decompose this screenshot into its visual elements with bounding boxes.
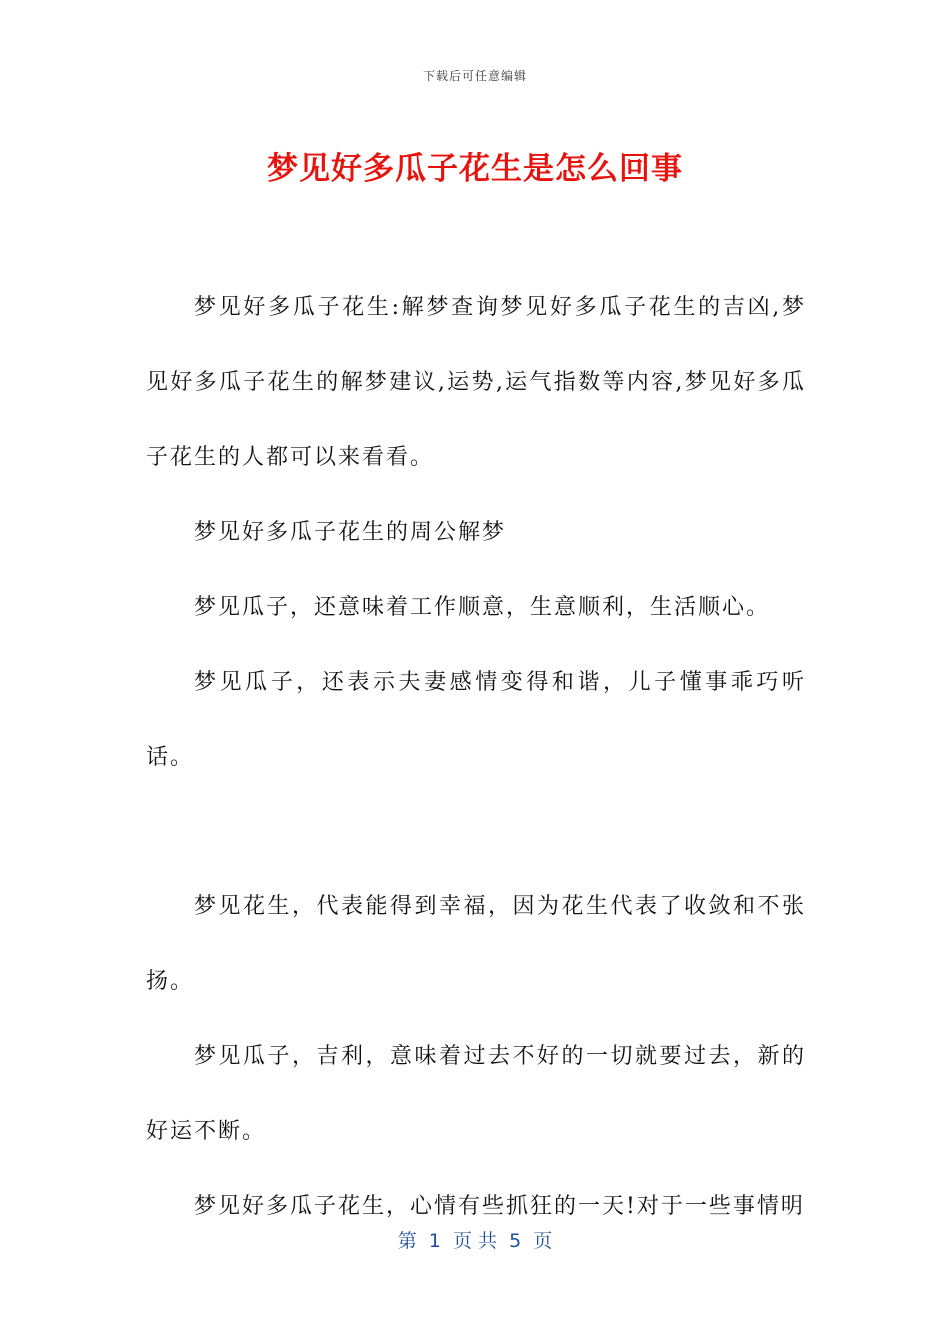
paragraph-mood: 梦见好多瓜子花生，心情有些抓狂的一天!对于一些事情明 bbox=[194, 1194, 805, 1219]
document-body bbox=[146, 270, 806, 1244]
paragraph-intro: 梦见好多瓜子花生:解梦查询梦见好多瓜子花生的吉凶,梦见好多瓜子花生的解梦建议,运势,运气指数等内容,梦见好多瓜子花生的人都可以来看看。 bbox=[146, 295, 806, 470]
header-note: 下载后可任意编辑 bbox=[422, 69, 527, 83]
page-number-footer: 第 1 页 共 5 页 bbox=[397, 1230, 553, 1252]
paragraph-melon-seeds-work: 梦见瓜子，还意味着工作顺意，生意顺利，生活顺心。 bbox=[194, 595, 771, 620]
paragraph-melon-seeds-family: 梦见瓜子，还表示夫妻感情变得和谐，儿子懂事乖巧听话。 bbox=[146, 670, 806, 770]
paragraph-melon-seeds-luck: 梦见瓜子，吉利，意味着过去不好的一切就要过去，新的好运不断。 bbox=[146, 1044, 806, 1144]
blank-line bbox=[146, 795, 806, 869]
paragraph-peanuts: 梦见花生，代表能得到幸福，因为花生代表了收敛和不张扬。 bbox=[146, 894, 806, 994]
document-title: 梦见好多瓜子花生是怎么回事 bbox=[267, 151, 683, 187]
paragraph-section-heading: 梦见好多瓜子花生的周公解梦 bbox=[194, 520, 507, 545]
